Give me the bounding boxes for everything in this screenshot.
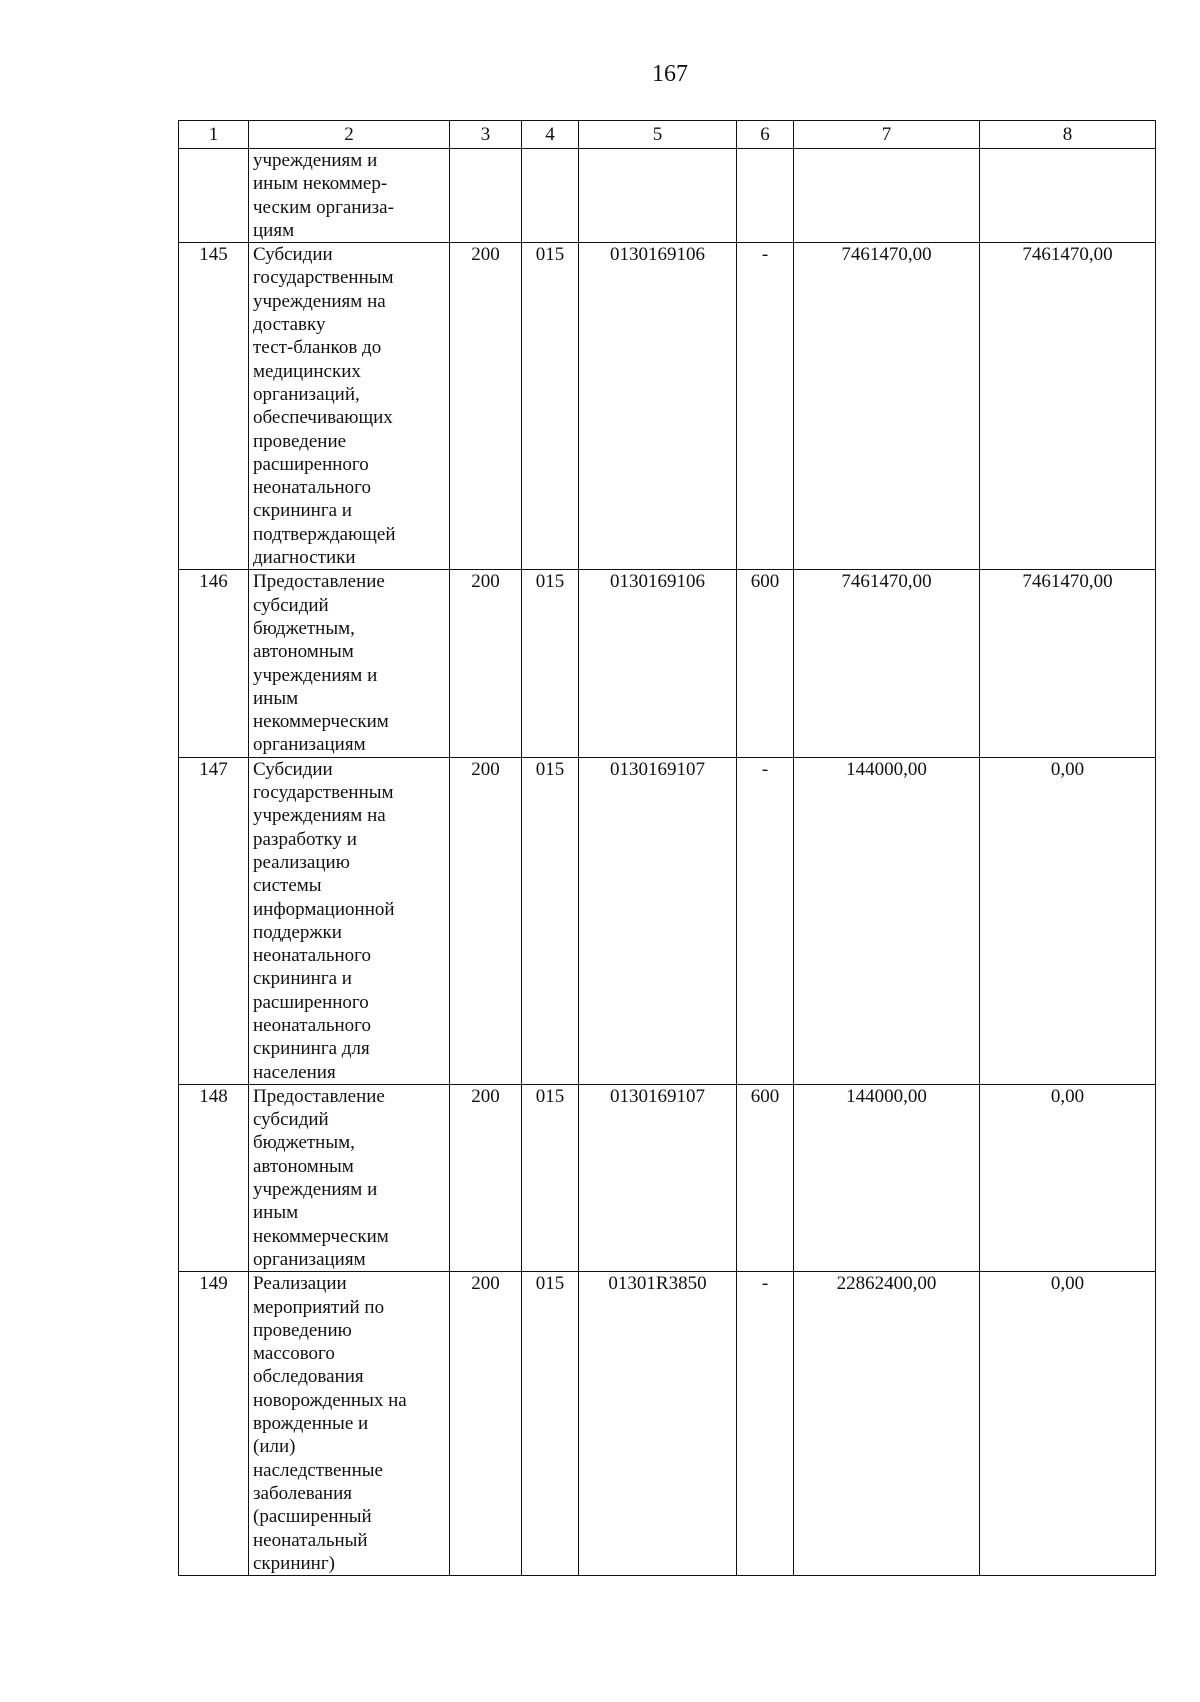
table-row [179,149,1156,243]
description-line: скрининга и [253,500,352,522]
code-4: 015 [522,1272,579,1576]
row-number [179,149,249,243]
description-line: заболевания [253,1482,352,1504]
description-line: наследственные [253,1459,383,1481]
description-line: учреждениям и [253,1179,378,1201]
target-code: 0130169106 [579,243,737,570]
amount-8: 7461470,00 [980,570,1156,757]
description-line: подтверждающей [253,523,396,545]
column-header-1: 1 [179,121,249,149]
description-line: населения [253,1061,336,1083]
row-number: 146 [179,570,249,757]
table-row [179,1272,1156,1576]
column-header-3: 3 [450,121,522,149]
description-line: учреждениям и [253,150,378,171]
expense-type [737,149,794,243]
code-4 [522,149,579,243]
description-line: (расширенный [253,1506,372,1528]
description-line: бюджетным, [253,1132,355,1154]
description-line: системы [253,875,322,897]
code-3: 200 [450,570,522,757]
column-header-6: 6 [737,121,794,149]
description-line: бюджетным, [253,617,355,639]
expense-type: - [737,1272,794,1576]
column-header-2: 2 [249,121,450,149]
amount-7: 7461470,00 [794,570,980,757]
amount-7: 22862400,00 [794,1272,980,1576]
description-line: автономным [253,641,354,663]
target-code: 01301R3850 [579,1272,737,1576]
description-line: Предоставление [253,571,385,593]
description-line: (или) [253,1436,296,1458]
description-line: иным [253,1202,299,1224]
amount-8: 0,00 [980,1272,1156,1576]
description-line: расширенного [253,453,369,475]
table-body [179,149,1156,1576]
description-line: некоммерческим [253,711,389,733]
description-line: организаций, [253,383,360,405]
description-line: врожденные и [253,1413,369,1435]
description-line: медицинских [253,360,361,382]
description-line: поддержки [253,921,342,943]
description-line: реализацию [253,851,350,873]
target-code [579,149,737,243]
description-line: иным некоммер- [253,173,388,195]
amount-8: 7461470,00 [980,243,1156,570]
row-number: 145 [179,243,249,570]
description-line: организациям [253,734,366,756]
description-line: расширенного [253,991,369,1013]
description-line: скрининга для [253,1038,370,1060]
code-3 [450,149,522,243]
budget-table [178,120,1156,1576]
amount-8: 0,00 [980,1084,1156,1271]
description-line: обследования [253,1366,364,1388]
description-line: автономным [253,1155,354,1177]
description-line: неонатального [253,945,371,967]
code-4: 015 [522,1084,579,1271]
description-line: государственным [253,267,394,289]
row-description [249,1084,450,1271]
description-line: циям [253,219,295,241]
description-line: скрининг) [253,1552,335,1574]
column-header-4: 4 [522,121,579,149]
amount-7: 144000,00 [794,1084,980,1271]
table-row [179,1084,1156,1271]
description-line: Субсидии [253,758,333,780]
description-line: учреждениям и [253,664,378,686]
description-line: организациям [253,1248,366,1270]
target-code: 0130169107 [579,757,737,1084]
row-number: 148 [179,1084,249,1271]
description-line: доставку [253,314,326,336]
target-code: 0130169107 [579,1084,737,1271]
header-row [179,121,1156,149]
description-line: иным [253,687,299,709]
target-code: 0130169106 [579,570,737,757]
description-line: обеспечивающих [253,407,393,429]
description-line: тест-бланков до [253,337,382,359]
expense-type: 600 [737,570,794,757]
description-line: диагностики [253,547,356,569]
description-line: проведению [253,1319,352,1341]
row-description [249,243,450,570]
code-3: 200 [450,1084,522,1271]
description-line: субсидий [253,594,329,616]
description-line: проведение [253,430,347,452]
description-line: некоммерческим [253,1225,389,1247]
description-line: массового [253,1343,335,1365]
description-line: неонатального [253,477,371,499]
code-4: 015 [522,570,579,757]
description-line: субсидий [253,1109,329,1131]
table-row [179,243,1156,570]
page-number: 167 [652,61,688,87]
description-line: учреждениям на [253,805,386,827]
column-header-8: 8 [980,121,1156,149]
expense-type: - [737,757,794,1084]
description-line: неонатальный [253,1529,368,1551]
amount-7 [794,149,980,243]
description-line: мероприятий по [253,1296,385,1318]
row-number: 149 [179,1272,249,1576]
expense-type: 600 [737,1084,794,1271]
code-3: 200 [450,757,522,1084]
row-number: 147 [179,757,249,1084]
description-line: новорожденных на [253,1389,407,1411]
description-line: информационной [253,898,395,920]
description-line: ческим организа- [253,196,394,218]
description-line: неонатального [253,1014,371,1036]
code-4: 015 [522,243,579,570]
description-line: Реализации [253,1273,347,1295]
description-line: Субсидии [253,244,333,266]
table-row [179,570,1156,757]
description-line: разработку и [253,828,357,850]
amount-8 [980,149,1156,243]
row-description [249,757,450,1084]
row-description [249,570,450,757]
column-header-7: 7 [794,121,980,149]
column-header-5: 5 [579,121,737,149]
description-line: Предоставление [253,1085,385,1107]
amount-8: 0,00 [980,757,1156,1084]
row-description [249,149,450,243]
code-4: 015 [522,757,579,1084]
table-row [179,757,1156,1084]
amount-7: 7461470,00 [794,243,980,570]
description-line: государственным [253,782,394,804]
amount-7: 144000,00 [794,757,980,1084]
code-3: 200 [450,243,522,570]
expense-type: - [737,243,794,570]
description-line: скрининга и [253,968,352,990]
code-3: 200 [450,1272,522,1576]
row-description [249,1272,450,1576]
description-line: учреждениям на [253,290,386,312]
